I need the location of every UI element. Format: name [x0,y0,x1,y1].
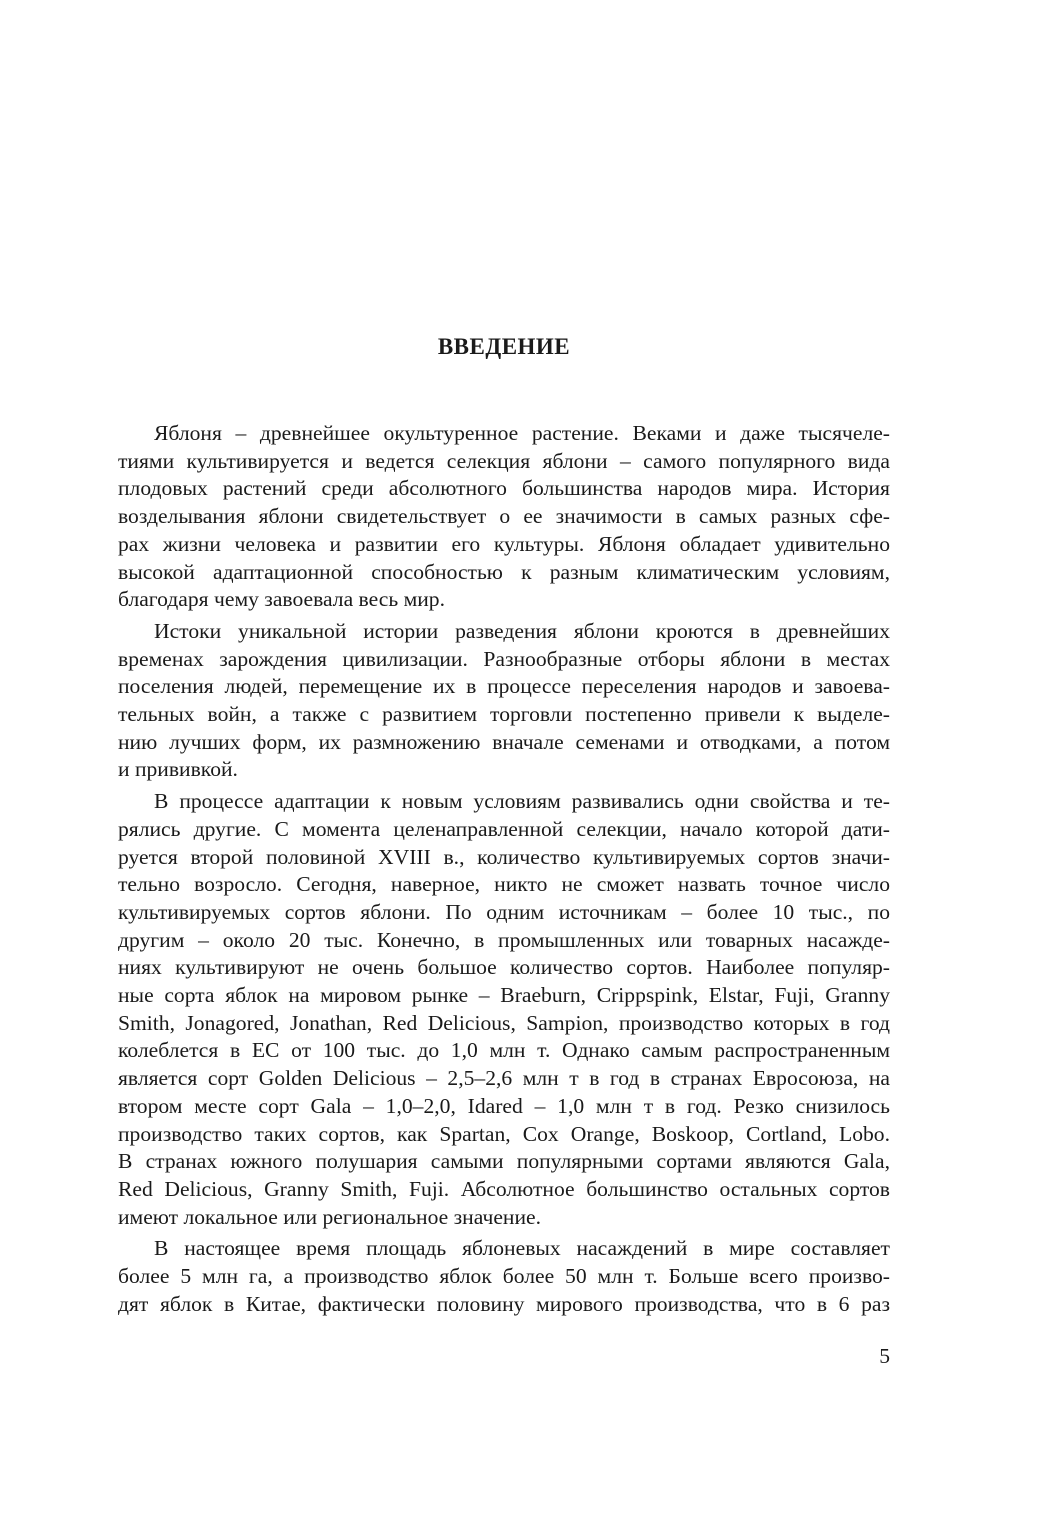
text-line: руется второй половиной XVIII в., количество культивируемых сортов значи- [118,844,890,869]
text-line: поселения людей, перемещение их в процессе переселения народов и завоева- [118,674,890,699]
body-text [118,420,890,1323]
text-line: рах жизни человека и развитии его культуры. Яблоня обладает удивительно [118,531,890,556]
text-line: более 5 млн га, а производство яблок более 50 млн т. Больше всего произво- [118,1264,890,1289]
paragraph [118,618,890,784]
text-line: благодаря чему завоевала весь мир. [118,587,445,612]
text-line: и прививкой. [118,757,238,782]
paragraph [118,788,890,1231]
paragraph [118,1235,890,1318]
text-line: тельно возросло. Сегодня, наверное, никто не сможет назвать точное число [118,872,890,897]
text-line: высокой адаптационной способностью к разным климатическим условиям, [118,559,890,584]
text-line: временах зарождения цивилизации. Разнообразные отборы яблони в местах [118,646,890,671]
text-line: В процессе адаптации к новым условиям развивались одни свойства и те- [154,789,890,814]
text-line: является сорт Golden Delicious – 2,5–2,6 млн т в год в странах Евросоюза, на [118,1066,890,1091]
text-line: тельных войн, а также с развитием торговли постепенно привели к выделе- [118,702,890,727]
text-line: дят яблок в Китае, фактически половину мирового производства, что в 6 раз [118,1291,890,1316]
page-number: 5 [879,1344,890,1368]
text-line: В настоящее время площадь яблоневых насаждений в мире составляет [154,1236,890,1261]
text-line: имеют локальное или региональное значение. [118,1204,541,1229]
section-title: ВВЕДЕНИЕ [437,334,571,359]
text-line: плодовых растений среди абсолютного большинства народов мира. История [118,476,890,501]
text-line: ниях культивируют не очень большое количество сортов. Наиболее популяр- [118,955,890,980]
text-line: В странах южного полушария самыми популярными сортами являются Gala, [118,1149,890,1174]
text-line: рялись другие. С момента целенаправленной селекции, начало которой дати- [118,816,890,841]
paragraph [118,420,890,614]
text-line: нию лучших форм, их размножению вначале семенами и отводками, а потом [118,729,890,754]
text-line: Яблоня – древнейшее окультуренное растение. Веками и даже тысячеле- [154,421,890,445]
text-line: Red Delicious, Granny Smith, Fuji. Абсолютное большинство остальных сортов [118,1176,890,1201]
text-line: Истоки уникальной истории разведения яблони кроются в древнейших [154,618,890,643]
text-line: колеблется в ЕС от 100 тыс. до 1,0 млн т. Однако самым распространенным [118,1038,890,1063]
document-page [118,0,890,1530]
text-line: Smith, Jonagored, Jonathan, Red Delicious, Sampion, производство которых в год [118,1010,890,1035]
text-line: ные сорта яблок на мировом рынке – Braeburn, Crippspink, Elstar, Fuji, Granny [118,983,890,1008]
text-line: возделывания яблони свидетельствует о ее значимости в самых разных сфе- [118,504,890,529]
text-line: производство таких сортов, как Spartan, Cox Orange, Boskoop, Cortland, Lobo. [118,1121,890,1146]
text-line: втором месте сорт Gala – 1,0–2,0, Idared – 1,0 млн т в год. Резко снизилось [118,1093,890,1118]
text-line: культивируемых сортов яблони. По одним источникам – более 10 тыс., по [118,899,890,924]
text-line: тиями культивируется и ведется селекция яблони – самого популярного вида [118,448,890,473]
text-line: другим – около 20 тыс. Конечно, в промышленных или товарных насажде- [118,927,890,952]
